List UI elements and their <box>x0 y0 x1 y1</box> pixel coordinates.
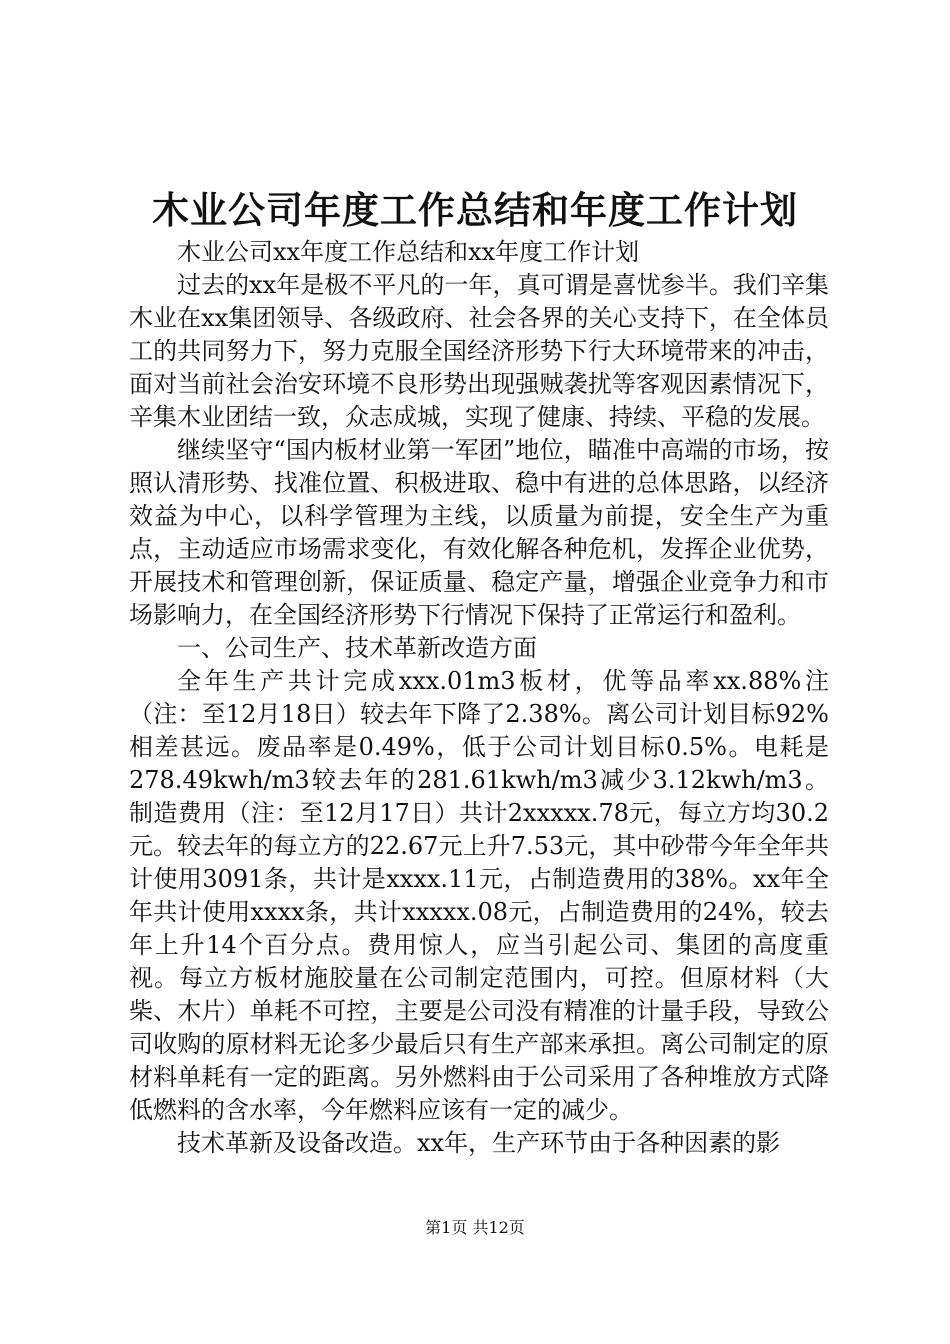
paragraph-subtitle: 木业公司xx年度工作总结和xx年度工作计划 <box>177 238 640 266</box>
paragraph-strategy: 继续坚守“国内板材业第一军团”地位，瞄准中高端的市场，按照认清形势、找准位置、积极进取、稳中有进的总体思路，以经济效益为中心，以科学管理为主线，以质量为前提，安全生产为重点，主动适应市场需求变化，有效化解各种危机，发挥企业优势，开展技术和管理创新，保证质量、稳定产量，增强企业竞争力和市场影响力，在全国经济形势下行情况下保持了正常运行和盈利。 <box>129 436 829 629</box>
section-heading: 一、公司生产、技术革新改造方面 <box>177 634 537 662</box>
paragraph-production: 全年生产共计完成xxx.01m3板材，优等品率xx.88%注（注：至12月18日）较去年下降了2.38%。离公司计划目标92%相差甚远。废品率是0.49%，低于公司计划目标0.5%。电耗是278.49kwh/m3较去年的281.61kwh/m3减少3.12kwh/m3。制造费用（注：至12月17日）共计2xxxxx.78元，每立方均30.2元。较去年的每立方的22.67元上升7.53元，其中砂带今年全年共计使用3091条，共计是xxxx.11元，占制造费用的38%。xx年全年共计使用xxxx条，共计xxxxx.08元，占制造费用的24%，较去年上升14个百分点。费用惊人，应当引起公司、集团的高度重视。每立方板材施胶量在公司制定范围内，可控。但原材料（大柴、木片）单耗不可控，主要是公司没有精准的计量手段，导致公司收购的原材料无论多少最后只有生产部来承担。离公司制定的原材料单耗有一定的距离。另外燃料由于公司采用了各种堆放方式降低燃料的含水率，今年燃料应该有一定的减少。 <box>129 667 829 1124</box>
page-footer: 第1页 共12页 <box>425 1218 525 1237</box>
document-body <box>129 236 829 1160</box>
paragraph-intro: 过去的xx年是极不平凡的一年，真可谓是喜忧参半。我们辛集木业在xx集团领导、各级政府、社会各界的关心支持下，在全体员工的共同努力下，努力克服全国经济形势下行大环境带来的冲击，面对当前社会治安环境不良形势出现强贼袭扰等客观因素情况下，辛集木业团结一致，众志成城，实现了健康、持续、平稳的发展。 <box>129 271 829 431</box>
paragraph-tech-innovation: 技术革新及设备改造。xx年，生产环节由于各种因素的影 <box>177 1129 781 1157</box>
document-title: 木业公司年度工作总结和年度工作计划 <box>152 188 798 232</box>
